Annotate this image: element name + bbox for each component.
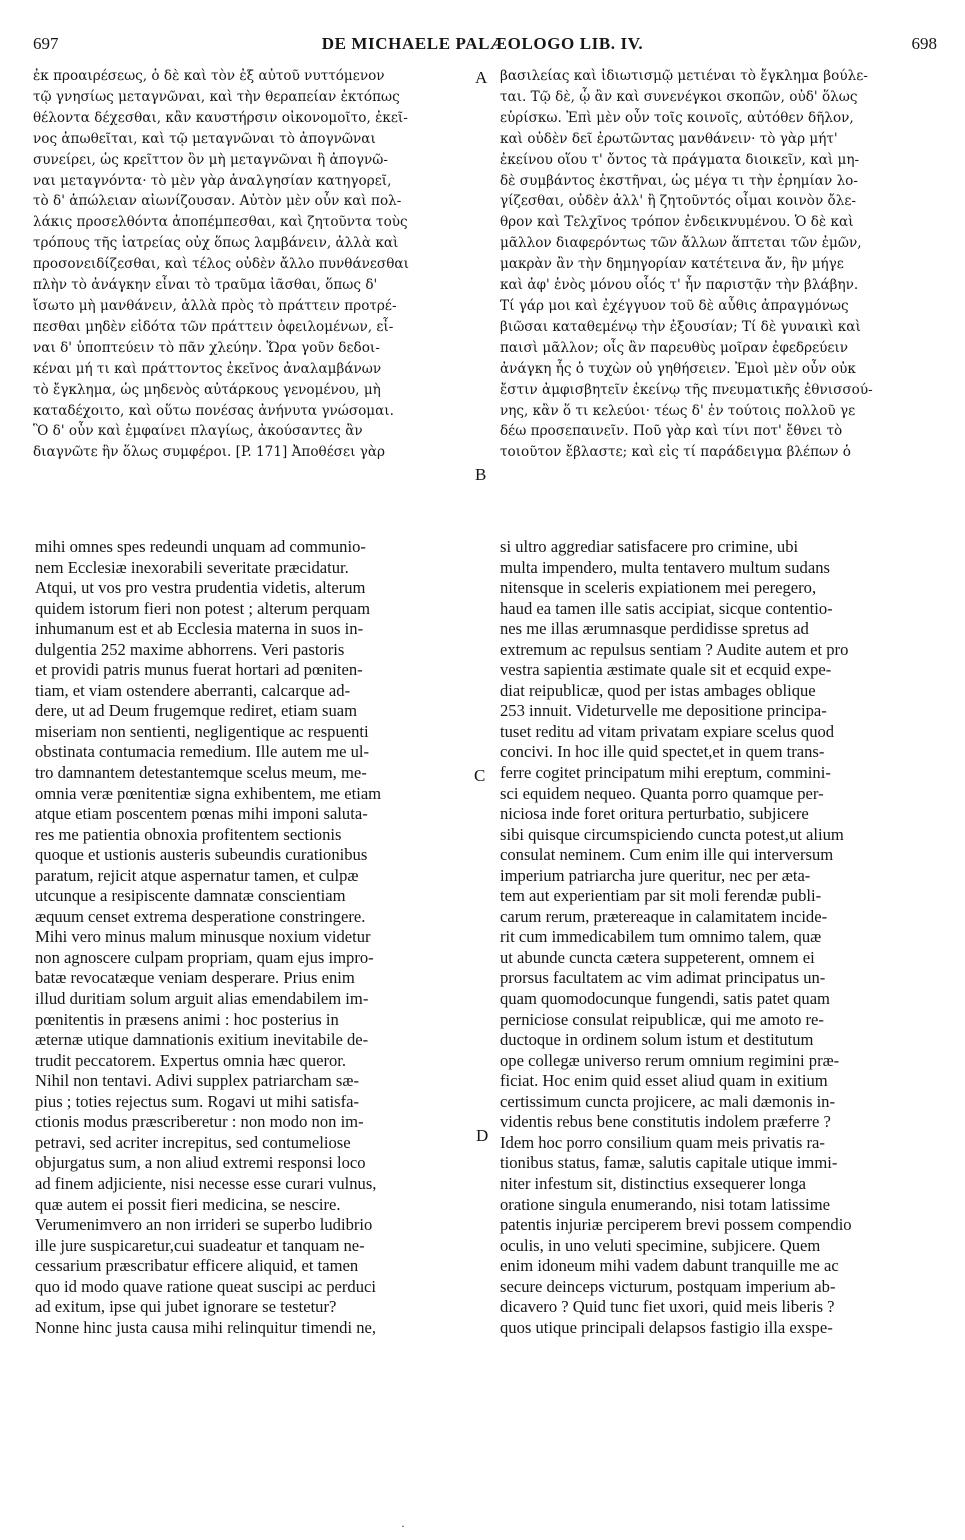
text-line: quam quomodocunque fungendi, satis patet quam (500, 989, 830, 1009)
text-line: ναι δ' ὑποπτεύειν τὸ πᾶν χλεύην. Ὥρα γοῦν δεδοι- (33, 339, 380, 356)
text-line: ad finem adjiciente, nisi necesse esse curari vulnus, (35, 1173, 377, 1193)
text-line: multa impendero, multa tentavero multum sudans (500, 557, 830, 577)
text-line: consulat neminem. Cum enim ille qui interversum (500, 845, 834, 865)
text-line: pœnitentis in præsens animi : hoc posterius in (35, 1009, 339, 1029)
text-line: pius ; toties rejectus sum. Rogavi ut mihi satisfa- (35, 1091, 359, 1111)
text-line: ope collegæ universo rerum omnium regimini præ- (500, 1050, 840, 1070)
text-line: tem aut experientiam par sit moli ferendæ publi- (500, 886, 822, 906)
left-page-number: 697 (33, 34, 59, 53)
text-line: θέλοντα δέχεσθαι, κἂν καυστήρσιν οἰκονομοῖτο, ἐκεῖ- (33, 109, 408, 126)
text-line: τὸ δ' ἀπώλειαν αἰωνίζουσαν. Αὐτὸν μὲν οὖν καὶ πολ- (33, 193, 402, 210)
margin-marker-d: D (476, 1126, 489, 1145)
text-line: quidem istorum fieri non potest ; alterum perquam (35, 598, 371, 618)
text-line: ἀνάγκη ἧς ὁ τυχὼν οὐ γηθήσειεν. Ἐμοὶ μὲν οὖν οὐκ (500, 360, 856, 377)
text-line: si ultro aggrediar satisfacere pro crimine, ubi (500, 537, 799, 556)
text-line: miseriam non sentienti, negligentique ac respuenti (35, 721, 369, 741)
text-line: mihi omnes spes redeundi unquam ad communio- (35, 537, 366, 556)
text-line: æquum censet extrema desperatione constringere. (35, 906, 366, 926)
text-line: sci equidem nequeo. Quanta porro quamque per- (500, 783, 824, 803)
text-line: illud duritiam solum arguit alias emendabilem im- (35, 989, 369, 1009)
text-line: βιῶσαι καταθεμένῳ τὴν ἐξουσίαν; Τί δὲ γυναικὶ καὶ (500, 318, 861, 335)
text-line: παισὶ μᾶλλον; οἷς ἂν παρευθὺς μοῖραν ἐφεδρεύειν (500, 339, 849, 356)
text-line: tionibus status, famæ, salutis capitale utique immi- (500, 1153, 838, 1173)
text-line: haud ea tamen ille satis accipiat, sicque contentio- (500, 598, 833, 618)
text-line: enim idoneum mihi vadem dabunt tranquille me ac (500, 1256, 839, 1276)
text-line: videntis rebus bene constitutis indolem præferre ? (500, 1112, 831, 1132)
text-line: certissimum cuncta projicere, ac mali dæmonis in- (500, 1091, 836, 1111)
text-line: utcunque a resipiscente damnatæ conscientiam (35, 886, 346, 906)
text-line: καταδέχοιτο, καὶ οὕτω πονέσας ἀνήνυτα γνώσομαι. (33, 402, 394, 419)
text-line: 253 innuit. Videturvelle me depositione principa- (500, 701, 827, 721)
text-line: trudit peccatorem. Expertus omnia hæc queror. (35, 1050, 347, 1070)
text-line: εὑρίσκω. Ἐπὶ μὲν οὖν τοῖς κοινοῖς, αὐτόθεν δῆλον, (500, 109, 854, 126)
text-line: γίζεσθαι, οὐδὲν ἀλλ' ἢ ζητοῦντός οἶμαι κοινὸν ὄλε- (500, 193, 856, 210)
text-line: quoque et ustionis austeris subeundis curationibus (35, 845, 368, 865)
margin-marker-a: A (475, 68, 488, 87)
text-line: quo id modo quave ratione queat suscipi ac perduci (35, 1276, 376, 1296)
text-line: μακρὰν ἂν τὴν δημηγορίαν κατέτεινα ἄν, ἣν μήγε (500, 256, 844, 273)
text-line: ναι μεταγνόντα· τὸ μὲν γὰρ ἀναλγησίαν κατηγορεῖ, (33, 172, 392, 189)
text-line: inhumanum est et ab Ecclesia materna in suos in- (35, 619, 364, 639)
text-line: sibi quisque circumspiciendo cuncta potest,ut alium (500, 824, 844, 844)
text-line: non agnoscere culpam propriam, quam ejus impro- (35, 947, 374, 967)
text-line: tro damnantem detestantemque scelus meum, me- (35, 763, 367, 783)
text-line: βασιλείας καὶ ἰδιωτισμῷ μετιέναι τὸ ἔγκλημα βούλε- (500, 68, 868, 84)
text-line: καὶ οὐδὲν δεῖ ἐρωτῶντας μανθάνειν· τὸ γὰρ μήτ' (500, 130, 838, 147)
text-line: nem Ecclesiæ inexorabili severitate præcidatur. (35, 557, 349, 577)
text-line: oculis, in uno veluti specimine, subjicere. Quem (500, 1235, 821, 1255)
text-line: ille jure suspicaretur,cui suadeatur et tanquam ne- (35, 1235, 365, 1255)
text-line: patentis injuriæ perciperem brevi possem compendio (500, 1215, 852, 1235)
running-title: DE MICHAELE PALÆOLOGO LIB. IV. (321, 34, 644, 53)
text-line: λάκις προσελθόντα ἀποπέμπεσθαι, καὶ ζητοῦντα τοὺς (33, 214, 408, 231)
text-line: concivi. In hoc ille quid spectet,et in quem trans- (500, 742, 825, 762)
text-line: quos utique principali delapsos fastigio illa exspe- (500, 1317, 833, 1337)
text-line: Idem hoc porro consilium quam meis privatis ra- (500, 1132, 825, 1152)
text-line: oratione singula enumerando, nisi totam latissime (500, 1194, 830, 1214)
text-line: Mihi vero minus malum minusque noxium videtur (35, 927, 371, 947)
text-line: diat reipublicæ, quod per istas ambages oblique (500, 680, 816, 700)
text-line: θρον καὶ Τελχῖνος τρόπον ἐνδεικνυμένου. Ὁ δὲ καὶ (500, 214, 854, 231)
text-line: paratum, rejicit atque aspernatur tamen, et culpæ (35, 865, 359, 885)
text-line: ferre cogitet principatum mihi ereptum, commini- (500, 763, 831, 783)
text-line: quæ autem ei possit fieri medicina, se nescire. (35, 1194, 341, 1214)
text-line: Nonne hinc justa causa mihi relinquitur timendi ne, (35, 1317, 377, 1337)
text-line: imperium patriarcha jure queritur, nec per æta- (500, 865, 811, 885)
text-line: rit cum immedicabilem tum omnimo talem, quæ (500, 927, 822, 947)
text-line: διαγνῶτε ἣν ὅλως συμφέροι. [P. 171] Ἀποθέσει γὰρ (33, 444, 386, 461)
text-line: δὲ συμβάντος ἐκστῆναι, ὡς μέγα τι τὴν ἐρημίαν λο- (500, 172, 858, 189)
text-line: batæ revocatæque veniam desperare. Prius enim (35, 968, 355, 988)
margin-marker-c: C (474, 766, 486, 785)
text-line: ut abunde cuncta cætera suppeterent, omnem ei (500, 947, 815, 967)
text-line: προσονειδίζεσθαι, καὶ τέλος οὐδὲν ἄλλο πυνθάνεσθαι (33, 256, 409, 273)
text-line: dulgentia 252 maxime abhorrens. Veri pastoris (35, 639, 345, 659)
text-line: τῷ γνησίως μεταγνῶναι, καὶ τὴν θεραπείαν ἐκτόπως (33, 88, 400, 105)
text-line: Verumenimvero an non irrideri se superbo ludibrio (35, 1215, 373, 1235)
text-line: dere, ut ad Deum frugemque rediret, etiam suam (35, 701, 358, 721)
text-line: niter infestum sit, distinctius exsequerer longa (500, 1173, 806, 1193)
text-line: μᾶλλον διαφερόντως τῶν ἄλλων ἅπτεται τῶν ἐμῶν, (500, 235, 862, 252)
text-line: ctionis modus præscriberetur : non modo non im- (35, 1112, 364, 1132)
text-line: τρόπους τῆς ἰατρείας οὐχ ὅπως λαμβάνειν, ἀλλὰ καὶ (33, 235, 399, 252)
text-line: prorsus facultatem ac vim adimat principatus un- (500, 968, 826, 988)
text-line: ad exitum, ipse qui jubet ignorare se testetur? (35, 1297, 337, 1317)
greek-text-right-column (500, 66, 952, 463)
text-line: et providi patris munus fuerat hortari ad pœniten- (35, 660, 363, 680)
text-line: καὶ ἀφ' ἑνὸς μόνου οἷός τ' ἦν παριστᾷν τὴν βλάβην. (500, 277, 859, 294)
text-line: nes me illas ærumnasque perdidisse spretus ad (500, 619, 809, 639)
greek-text-left-column (33, 66, 488, 463)
text-line: objurgatus sum, a non aliud extremi responsi loco (35, 1153, 366, 1173)
text-line: obstinata contumacia remedium. Ille autem me ul- (35, 742, 370, 762)
text-line: Atqui, ut vos pro vestra prudentia videtis, alterum (35, 578, 366, 598)
text-line: Nihil non tentavi. Adivi supplex patriarcham sæ- (35, 1071, 359, 1091)
text-line: ἐκείνου οἵου τ' ὄντος τὰ πράγματα διοικεῖν, καὶ μη- (500, 151, 860, 168)
text-line: τὸ ἔγκλημα, ὡς μηδενὸς αὐτάρκους γενομένου, μὴ (33, 381, 381, 398)
text-line: tuset reditu ad vitam privatam expiare scelus quod (500, 721, 835, 741)
text-line: ductoque in ordinem solum istum et destitutum (500, 1030, 814, 1050)
text-line: ἔστιν ἀμφισβητεῖν ἐκείνῳ τῆς πνευματικῆς ἐθνισσού- (500, 381, 873, 398)
text-line: πεσθαι μηδὲν εἰδότα τῶν πράττειν ὀφειλομένων, εἶ- (33, 318, 394, 335)
margin-marker-b: B (475, 465, 487, 484)
text-line: ficiat. Hoc enim quid esset aliud quam in exitium (500, 1071, 828, 1091)
text-line: æternæ utique damnationis exitium inevitabile de- (35, 1030, 369, 1050)
text-line: cessarium præscribatur efficere aliquid, et tamen (35, 1256, 359, 1276)
text-line: νης, κἂν ὅ τι κελεύοι· τέως δ' ἐν τούτοις πολλοῦ γε (500, 402, 856, 419)
text-line: πλὴν τὸ ἀνάγκην εἶναι τὸ τραῦμα ἰᾶσθαι, ὅπως δ' (33, 277, 378, 294)
text-line: Τί γάρ μοι καὶ ἐχέγγυον τοῦ δὲ αὖθις ἀπραγμόνως (500, 297, 849, 314)
text-line: dicavero ? Quid tunc fiet uxori, quid meis liberis ? (500, 1297, 835, 1317)
text-line: secure deinceps victurum, postquam imperium ab- (500, 1276, 836, 1296)
text-line: tiam, et viam ostendere aberranti, calcarque ad- (35, 680, 351, 700)
right-page-number: 698 (911, 34, 937, 53)
latin-text-left-column (35, 537, 480, 1338)
text-line: Ὃ δ' οὖν καὶ ἐμφαίνει πλαγίως, ἀκούσαντες ἂν (33, 423, 363, 440)
text-line: nitensque in sceleris expiationem mei peregero, (500, 578, 817, 598)
text-line: carum rerum, prætereaque in calamitatem incide- (500, 906, 828, 926)
text-line: δέω προσεπαινεῖν. Ποῦ γὰρ καὶ τίνι ποτ' ἔθνει τὸ (500, 423, 843, 440)
text-line: res me patientia obnoxia profitentem sectionis (35, 824, 342, 844)
text-line: συνείρει, ὡς κρεῖττον ὂν μὴ μεταγνῶναι ἢ ἀπογνῶ- (33, 151, 388, 168)
text-line: petravi, sed acriter increpitus, sed contumeliose (35, 1132, 351, 1152)
text-line: atque etiam poscentem pœnas mihi imponi saluta- (35, 804, 368, 824)
text-line: ἴσωτο μὴ μανθάνειν, ἀλλὰ πρὸς τὸ πράττειν προτρέ- (33, 297, 397, 314)
text-line: νος ἀπωθεῖται, καὶ τῷ μεταγνῶναι τὸ ἀπογνῶναι (33, 130, 376, 147)
footer-dot: · (401, 1519, 405, 1533)
text-line: τοιοῦτον ἔβλαστε; καὶ εἰς τί παράδειγμα βλέπων ὁ (500, 444, 851, 461)
text-line: omnia veræ pœnitentiæ signa exhibentem, me etiam (35, 783, 382, 803)
text-line: perniciose consulat reipublicæ, qui me amoto re- (500, 1009, 824, 1029)
text-line: niciosa inde foret oritura perturbatio, subjicere (500, 804, 809, 824)
text-line: κέναι μή τι καὶ πράττοντος ἐκεῖνος ἀναλαμβάνων (33, 360, 382, 377)
text-line: vestra sapientia æstimate quale sit et ecquid expe- (500, 660, 832, 680)
text-line: extremum ac repulsus sentiam ? Audite autem et pro (500, 639, 849, 659)
text-line: ται. Τῷ δὲ, ᾧ ἂν καὶ συνενέγκοι σκοπῶν, οὐδ' ὅλως (500, 88, 858, 105)
text-line: ἐκ προαιρέσεως, ὁ δὲ καὶ τὸν ἐξ αὐτοῦ νυττόμενον (33, 68, 385, 84)
latin-text-right-column (500, 537, 945, 1338)
